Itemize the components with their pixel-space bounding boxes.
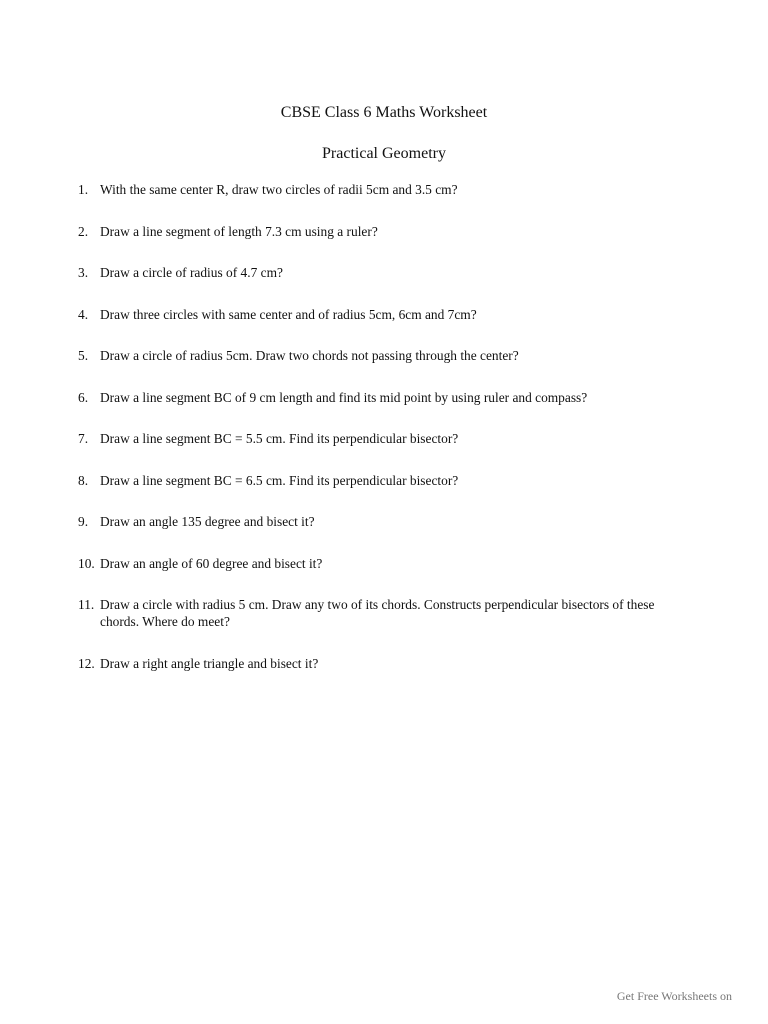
question-text: Draw a line segment BC = 6.5 cm. Find its perpendicular bisector? xyxy=(100,472,459,488)
question-item xyxy=(78,596,678,630)
question-number: 8. xyxy=(78,472,89,488)
question-number: 6. xyxy=(78,389,89,405)
question-item xyxy=(78,430,678,447)
question-text: Draw an angle of 60 degree and bisect it? xyxy=(100,555,323,571)
question-text: Draw a right angle triangle and bisect it? xyxy=(100,655,319,671)
question-item xyxy=(78,264,678,281)
question-number: 5. xyxy=(78,348,89,363)
question-number: 10. xyxy=(78,555,95,571)
question-text: Draw a line segment BC = 5.5 cm. Find its perpendicular bisector? xyxy=(100,431,459,446)
question-number: 1. xyxy=(78,182,89,197)
question-item xyxy=(78,389,678,406)
question-item xyxy=(78,555,678,572)
question-item xyxy=(78,306,678,323)
question-text: Draw a line segment BC of 9 cm length and find its mid point by using ruler and compass? xyxy=(100,389,588,405)
question-text: Draw a circle of radius 5cm. Draw two chords not passing through the center? xyxy=(100,348,519,363)
question-text: Draw three circles with same center and of radius 5cm, 6cm and 7cm? xyxy=(100,306,477,322)
question-item xyxy=(78,472,678,489)
question-list xyxy=(78,181,678,696)
question-number: 7. xyxy=(78,431,89,446)
question-item xyxy=(78,513,678,530)
question-text: Draw an angle 135 degree and bisect it? xyxy=(100,514,315,529)
question-item xyxy=(78,655,678,672)
footer-note: Get Free Worksheets on xyxy=(616,989,732,1003)
question-text: Draw a circle with radius 5 cm. Draw any two of its chords. Constructs perpendicular bisectors of these chords. Where do meet? xyxy=(100,597,655,629)
question-item xyxy=(78,223,678,240)
question-number: 11. xyxy=(78,597,95,612)
worksheet-title: CBSE Class 6 Maths Worksheet xyxy=(280,104,488,121)
question-number: 9. xyxy=(78,514,89,529)
question-number: 2. xyxy=(78,223,89,239)
question-item xyxy=(78,181,678,198)
question-number: 4. xyxy=(78,306,89,322)
question-text: With the same center R, draw two circles of radii 5cm and 3.5 cm? xyxy=(100,182,458,197)
question-text: Draw a line segment of length 7.3 cm using a ruler? xyxy=(100,223,378,239)
worksheet-subtitle: Practical Geometry xyxy=(322,145,446,162)
question-number: 3. xyxy=(78,265,89,280)
question-number: 12. xyxy=(78,655,95,671)
question-text: Draw a circle of radius of 4.7 cm? xyxy=(100,265,283,280)
question-item xyxy=(78,347,678,364)
